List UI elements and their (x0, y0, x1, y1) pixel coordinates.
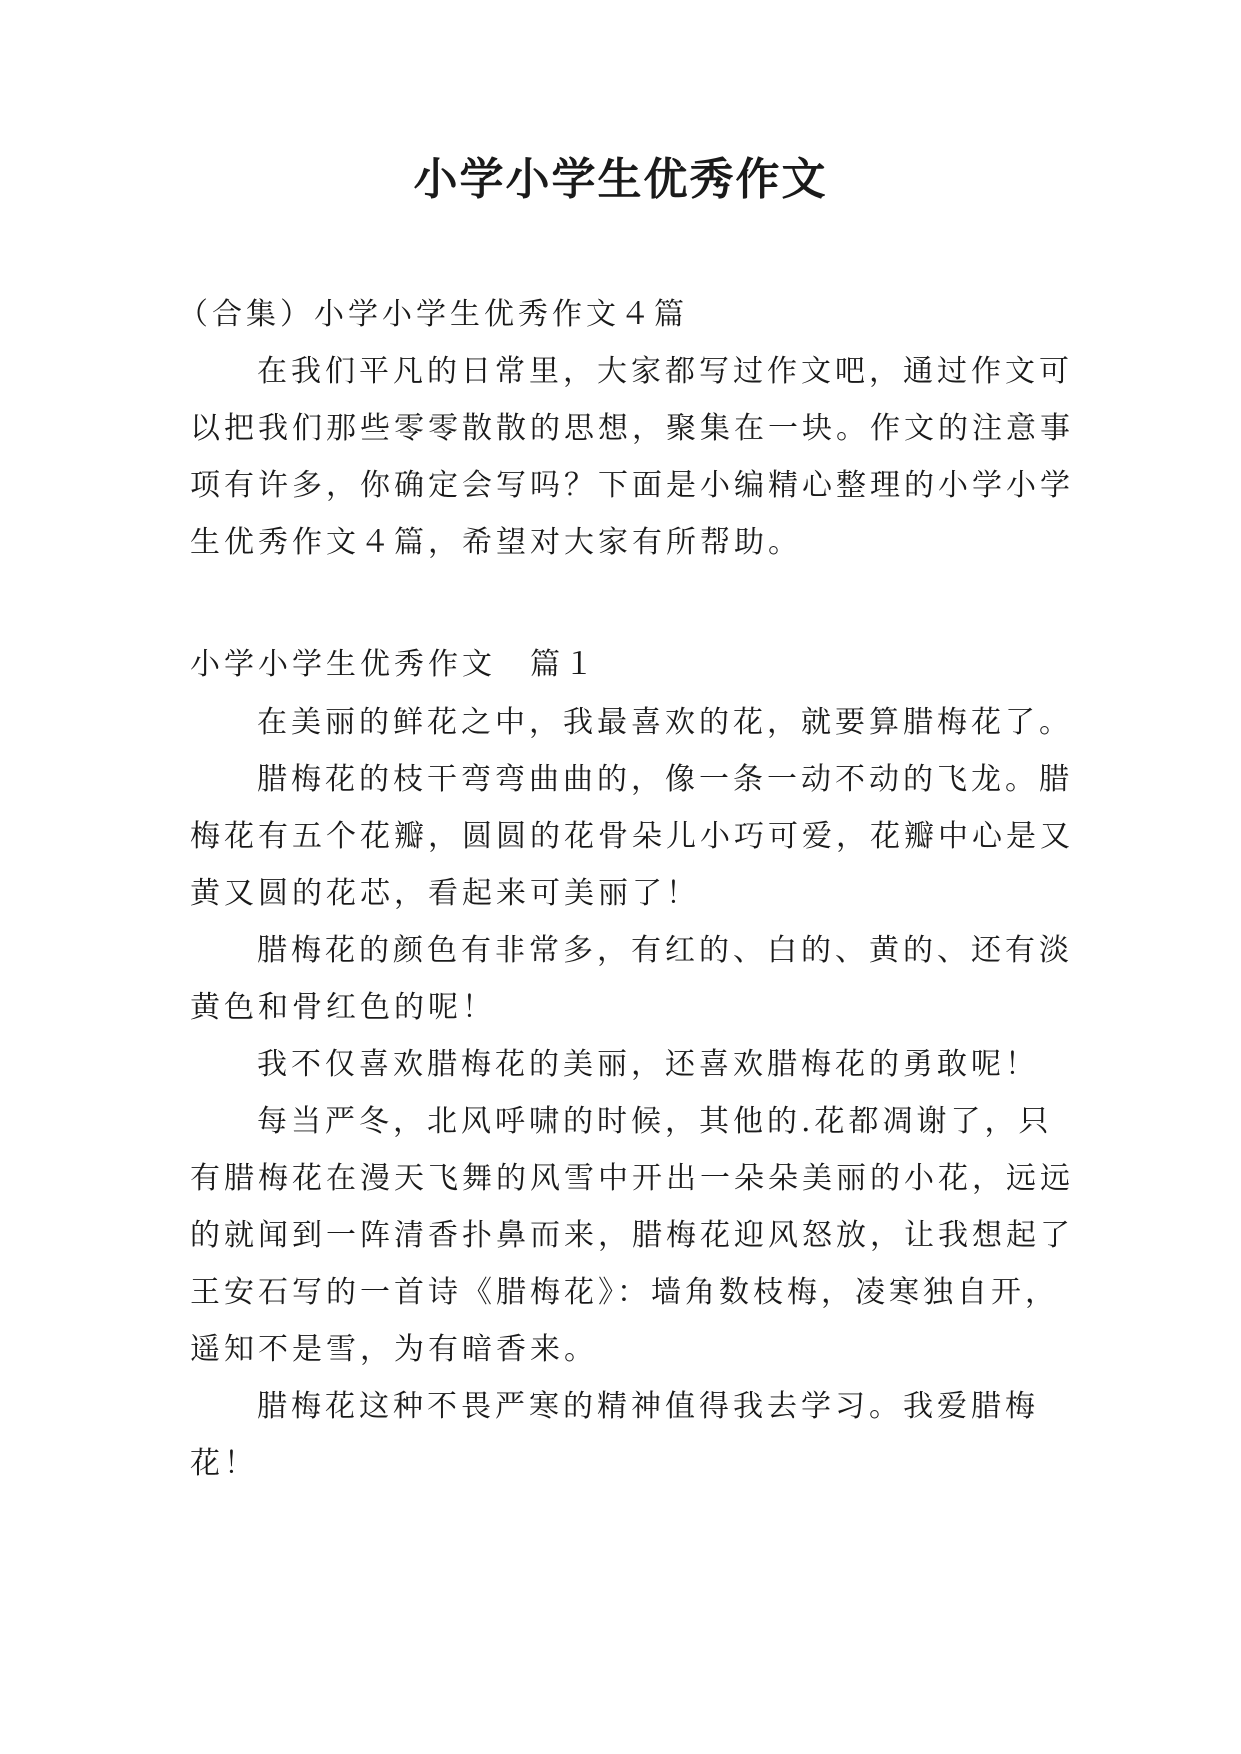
document-title: 小学小学生优秀作文 (413, 154, 828, 205)
body-line: 在美丽的鲜花之中，我最喜欢的花，就要算腊梅花了。 (257, 705, 1073, 740)
body-line: 梅花有五个花瓣，圆圆的花骨朵儿小巧可爱，花瓣中心是又 (190, 819, 1074, 854)
body-line: 我不仅喜欢腊梅花的美丽，还喜欢腊梅花的勇敢呢！ (257, 1047, 1039, 1082)
document-subtitle: （合集）小学小学生优秀作文４篇 (178, 297, 688, 332)
body-line: 腊梅花的颜色有非常多，有红的、白的、黄的、还有淡 (257, 933, 1073, 968)
body-line: 遥知不是雪，为有暗香来。 (190, 1332, 598, 1367)
body-line: 每当严冬，北风呼啸的时候，其他的.花都凋谢了，只 (257, 1104, 1053, 1139)
body-line: 的就闻到一阵清香扑鼻而来，腊梅花迎风怒放，让我想起了 (190, 1218, 1074, 1253)
body-line: 有腊梅花在漫天飞舞的风雪中开出一朵朵美丽的小花，远远 (190, 1161, 1074, 1196)
body-line: 腊梅花这种不畏严寒的精神值得我去学习。我爱腊梅 (257, 1389, 1039, 1424)
body-line: 黄又圆的花芯，看起来可美丽了！ (190, 876, 700, 911)
body-line: 黄色和骨红色的呢！ (190, 990, 496, 1025)
body-line: 王安石写的一首诗《腊梅花》：墙角数枝梅，凌寒独自开， (190, 1275, 1059, 1310)
intro-line: 生优秀作文４篇，希望对大家有所帮助。 (190, 525, 802, 560)
intro-line: 以把我们那些零零散散的思想，聚集在一块。作文的注意事 (190, 411, 1074, 446)
intro-line: 在我们平凡的日常里，大家都写过作文吧，通过作文可 (257, 354, 1073, 389)
section-heading: 小学小学生优秀作文 篇１ (190, 647, 598, 682)
body-line: 腊梅花的枝干弯弯曲曲的，像一条一动不动的飞龙。腊 (257, 762, 1073, 797)
intro-line: 项有许多，你确定会写吗？下面是小编精心整理的小学小学 (190, 468, 1074, 503)
body-line: 花！ (190, 1446, 258, 1481)
